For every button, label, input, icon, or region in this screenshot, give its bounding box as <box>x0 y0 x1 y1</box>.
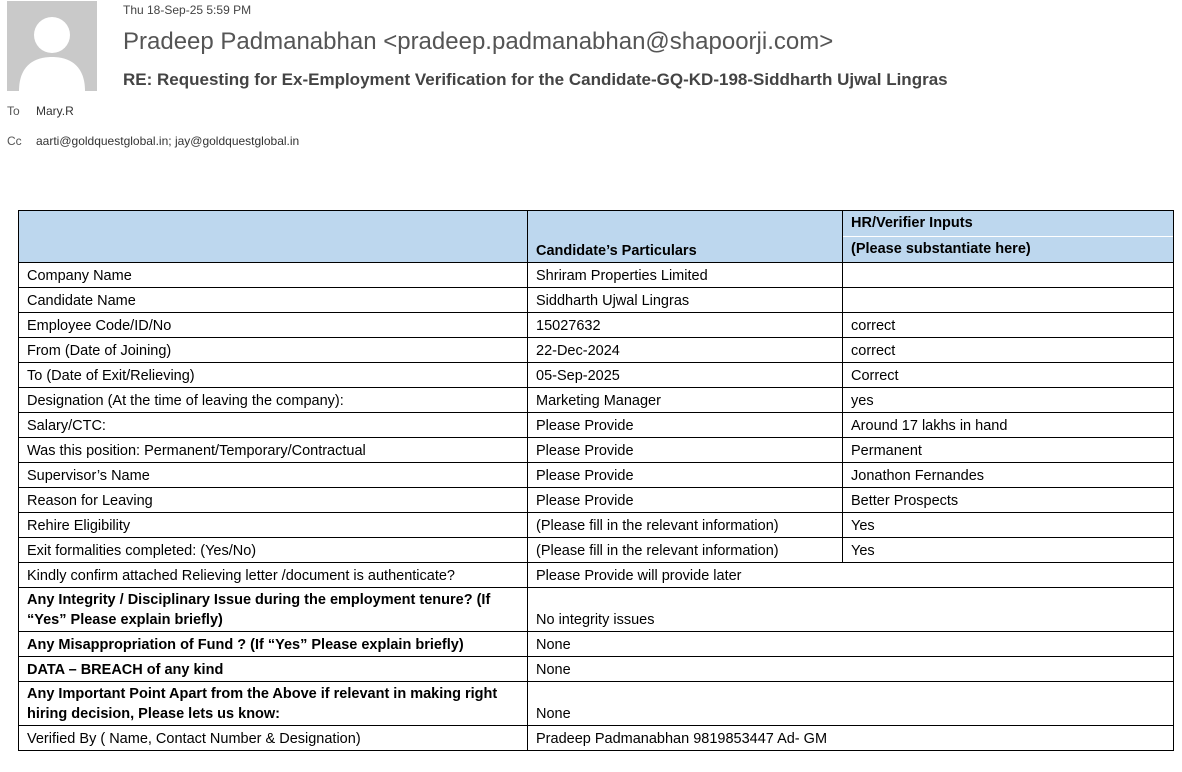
row-verifier-value: correct <box>843 338 1174 363</box>
table-row <box>19 288 1174 313</box>
table-row <box>19 313 1174 338</box>
table-row <box>19 263 1174 288</box>
row-label: Reason for Leaving <box>19 488 528 513</box>
header-hr-line1: HR/Verifier Inputs <box>843 211 1173 237</box>
row-merged-value: Please Provide will provide later <box>528 563 1174 588</box>
table-row <box>19 657 1174 682</box>
row-candidate-value: Please Provide <box>528 413 843 438</box>
row-merged-value: No integrity issues <box>528 588 1174 632</box>
row-merged-value: None <box>528 682 1174 726</box>
row-label: Was this position: Permanent/Temporary/Contractual <box>19 438 528 463</box>
table-row <box>19 682 1174 726</box>
table-row <box>19 388 1174 413</box>
row-verifier-value: Permanent <box>843 438 1174 463</box>
to-label: To <box>7 104 20 118</box>
header-particulars: Candidate’s Particulars <box>528 211 843 263</box>
row-verifier-value: correct <box>843 313 1174 338</box>
row-verifier-value: Jonathon Fernandes <box>843 463 1174 488</box>
cc-recipients[interactable]: aarti@goldquestglobal.in; jay@goldquestglobal.in <box>36 134 300 148</box>
verification-table <box>18 210 1174 751</box>
row-verifier-value: Better Prospects <box>843 488 1174 513</box>
row-candidate-value: Marketing Manager <box>528 388 843 413</box>
row-candidate-value: 05-Sep-2025 <box>528 363 843 388</box>
row-label: Kindly confirm attached Relieving letter /document is authenticate? <box>19 563 528 588</box>
row-label: Designation (At the time of leaving the company): <box>19 388 528 413</box>
row-verifier-value: Around 17 lakhs in hand <box>843 413 1174 438</box>
table-row <box>19 563 1174 588</box>
table-row <box>19 513 1174 538</box>
table-row <box>19 438 1174 463</box>
row-candidate-value: (Please fill in the relevant information) <box>528 513 843 538</box>
table-header-row <box>19 211 1174 263</box>
row-merged-value: None <box>528 657 1174 682</box>
table-row <box>19 463 1174 488</box>
row-candidate-value: Please Provide <box>528 438 843 463</box>
sender-avatar <box>7 1 97 91</box>
row-candidate-value: Please Provide <box>528 463 843 488</box>
row-label: Candidate Name <box>19 288 528 313</box>
row-label: Company Name <box>19 263 528 288</box>
row-label: Any Misappropriation of Fund ? (If “Yes” Please explain briefly) <box>19 632 528 657</box>
header-hr-inputs <box>843 211 1174 263</box>
row-label: Employee Code/ID/No <box>19 313 528 338</box>
table-row <box>19 632 1174 657</box>
row-candidate-value: Siddharth Ujwal Lingras <box>528 288 843 313</box>
row-label: DATA – BREACH of any kind <box>19 657 528 682</box>
row-candidate-value: Please Provide <box>528 488 843 513</box>
table-row <box>19 726 1174 751</box>
row-candidate-value: 22-Dec-2024 <box>528 338 843 363</box>
person-icon <box>7 1 97 91</box>
header-field <box>19 211 528 263</box>
row-candidate-value: (Please fill in the relevant information) <box>528 538 843 563</box>
row-merged-value: None <box>528 632 1174 657</box>
table-row <box>19 338 1174 363</box>
row-verifier-value <box>843 263 1174 288</box>
row-label: From (Date of Joining) <box>19 338 528 363</box>
row-verifier-value <box>843 288 1174 313</box>
table-row <box>19 413 1174 438</box>
row-label: Verified By ( Name, Contact Number & Designation) <box>19 726 528 751</box>
table-row <box>19 538 1174 563</box>
row-label: Any Integrity / Disciplinary Issue during the employment tenure? (If “Yes” Please explain briefly) <box>19 588 528 632</box>
email-sender[interactable]: Pradeep Padmanabhan <pradeep.padmanabhan@shapoorji.com> <box>123 28 834 55</box>
row-label: Salary/CTC: <box>19 413 528 438</box>
to-recipient[interactable]: Mary.R <box>36 104 74 118</box>
row-candidate-value: 15027632 <box>528 313 843 338</box>
row-merged-value: Pradeep Padmanabhan 9819853447 Ad- GM <box>528 726 1174 751</box>
row-verifier-value: Yes <box>843 513 1174 538</box>
table-row <box>19 488 1174 513</box>
row-label: To (Date of Exit/Relieving) <box>19 363 528 388</box>
email-date: Thu 18-Sep-25 5:59 PM <box>123 3 252 17</box>
email-subject: RE: Requesting for Ex-Employment Verification for the Candidate-GQ-KD-198-Siddharth Ujwal Lingras <box>123 70 948 89</box>
row-label: Exit formalities completed: (Yes/No) <box>19 538 528 563</box>
row-label: Any Important Point Apart from the Above if relevant in making right hiring decision, Please lets us know: <box>19 682 528 726</box>
header-hr-line2: (Please substantiate here) <box>851 241 1031 257</box>
cc-label: Cc <box>7 134 22 148</box>
table-row <box>19 363 1174 388</box>
table-row <box>19 588 1174 632</box>
row-verifier-value: Yes <box>843 538 1174 563</box>
row-label: Rehire Eligibility <box>19 513 528 538</box>
row-label: Supervisor’s Name <box>19 463 528 488</box>
row-verifier-value: Correct <box>843 363 1174 388</box>
row-verifier-value: yes <box>843 388 1174 413</box>
row-candidate-value: Shriram Properties Limited <box>528 263 843 288</box>
